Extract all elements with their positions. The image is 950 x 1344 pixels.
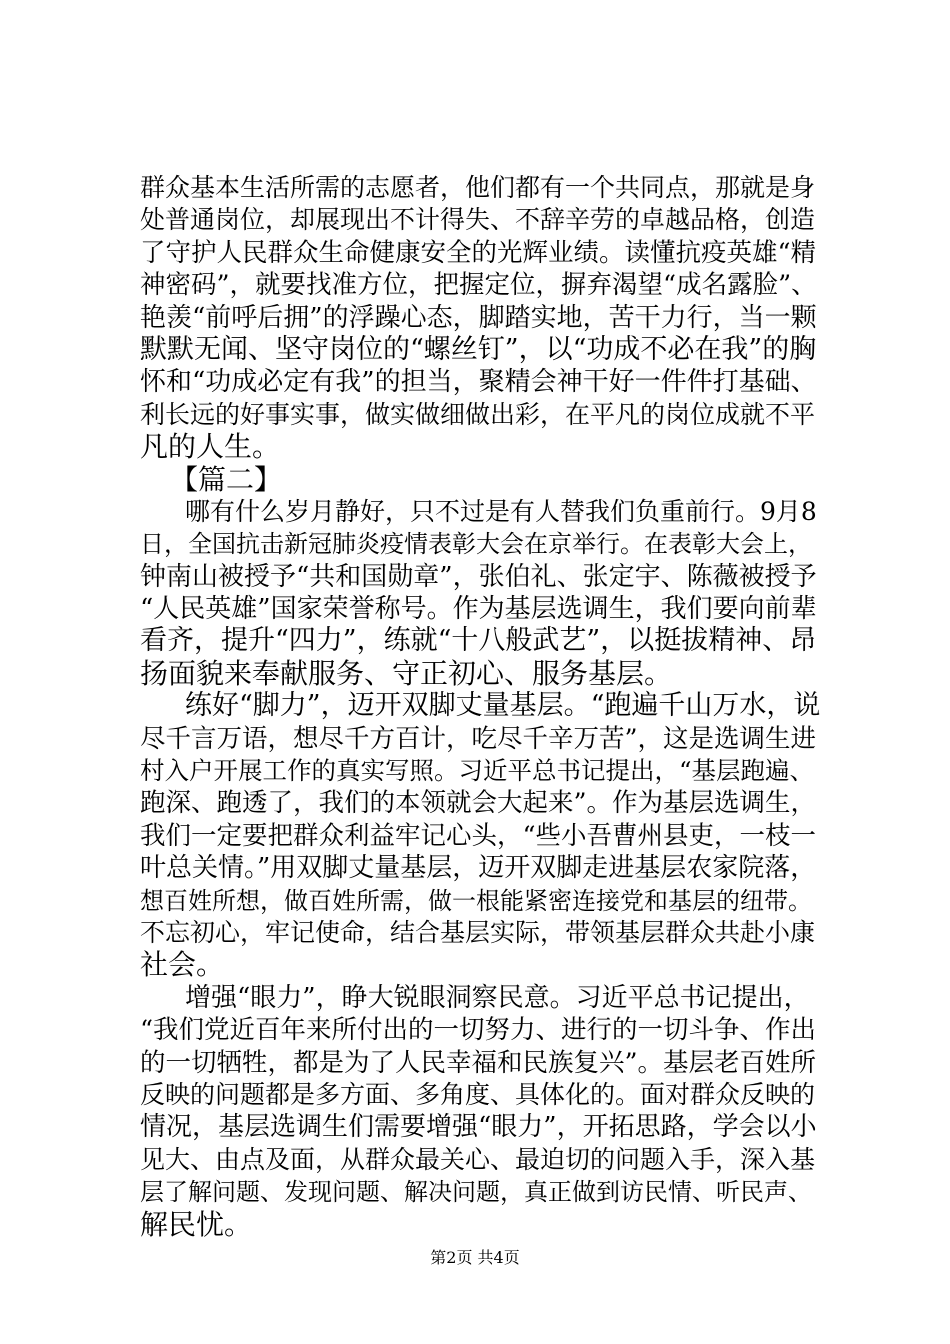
text-line: 钟南山被授予“共和国勋章”，张伯礼、张定宇、陈薇被授予: [140, 561, 817, 592]
text-line: 看齐，提升“四力”，练就“十八般武艺”，以挺拔精神、昂: [140, 625, 817, 657]
text-line: 利长远的好事实事，做实做细做出彩，在平凡的岗位成就不平: [140, 399, 816, 429]
text-line: 哪有什么岁月静好，只不过是有人替我们负重前行。9月8: [185, 496, 817, 526]
text-line: 群众基本生活所需的志愿者，他们都有一个共同点，那就是身: [140, 173, 816, 202]
text-line: 解民忧。: [140, 1207, 253, 1241]
text-line: 跑深、跑透了，我们的本领就会大起来”。作为基层选调生，: [140, 788, 817, 819]
text-line: 的一切牺牲，都是为了人民幸福和民族复兴”。基层老百姓所: [140, 1047, 817, 1078]
text-line: “我们党近百年来所付出的一切努力、进行的一切斗争、作出: [140, 1015, 817, 1046]
text-line: 想百姓所想，做百姓所需，做一根能紧密连接党和基层的纽带。: [140, 886, 812, 915]
text-line: 层了解问题、发现问题、解决问题，真正做到访民情、听民声、: [140, 1178, 812, 1207]
text-line: 社会。: [140, 948, 225, 982]
text-line: 反映的问题都是多方面、多角度、具体化的。面对群众反映的: [140, 1079, 816, 1109]
text-line: 怀和“功成必定有我”的担当，聚精会神干好一件件打基础、: [140, 367, 817, 398]
text-line: 叶总关情。”用双脚丈量基层，迈开双脚走进基层农家院落，: [140, 853, 817, 884]
section-heading: 【篇二】: [170, 462, 283, 496]
text-line: 艳羡“前呼后拥”的浮躁心态，脚踏实地，苦干力行，当一颗: [140, 302, 817, 333]
document-body: [140, 172, 820, 1241]
text-line: 扬面貌来奉献服务、守正初心、服务基层。: [140, 656, 673, 690]
page-footer: 第2页 共4页: [430, 1248, 520, 1267]
text-line: 日，全国抗击新冠肺炎疫情表彰大会在京举行。在表彰大会上，: [140, 530, 812, 559]
text-line: 凡的人生。: [140, 430, 281, 464]
text-line: 处普通岗位，却展现出不计得失、不辞辛劳的卓越品格，创造: [140, 205, 816, 235]
text-line: 不忘初心，牢记使命，结合基层实际，带领基层群众共赴小康: [140, 917, 816, 947]
text-line: 了守护人民群众生命健康安全的光辉业绩。读懂抗疫英雄“精: [140, 237, 817, 268]
text-line: 神密码”，就要找准方位，把握定位，摒弃渴望“成名露脸”、: [140, 270, 817, 301]
text-line: 尽千言万语，想尽千方百计，吃尽千辛万苦”，这是选调生进: [140, 723, 817, 754]
text-line: 默默无闻、坚守岗位的“螺丝钉”，以“功成不必在我”的胸: [140, 333, 817, 365]
text-line: 见大、由点及面，从群众最关心、最迫切的问题入手，深入基: [140, 1144, 816, 1174]
text-line: 情况，基层选调生们需要增强“眼力”，开拓思路，学会以小: [140, 1112, 817, 1143]
text-line: 村入户开展工作的真实写照。习近平总书记提出，“基层跑遍、: [140, 756, 815, 786]
text-line: 我们一定要把群众利益牢记心头，“些小吾曹州县吏，一枝一: [140, 820, 817, 851]
text-line: 增强“眼力”，睁大锐眼洞察民意。习近平总书记提出，: [185, 982, 810, 1013]
text-line: “人民英雄”国家荣誉称号。作为基层选调生，我们要向前辈: [140, 594, 817, 625]
text-line: 练好“脚力”，迈开双脚丈量基层。“跑遍千山万水，说: [185, 690, 821, 722]
